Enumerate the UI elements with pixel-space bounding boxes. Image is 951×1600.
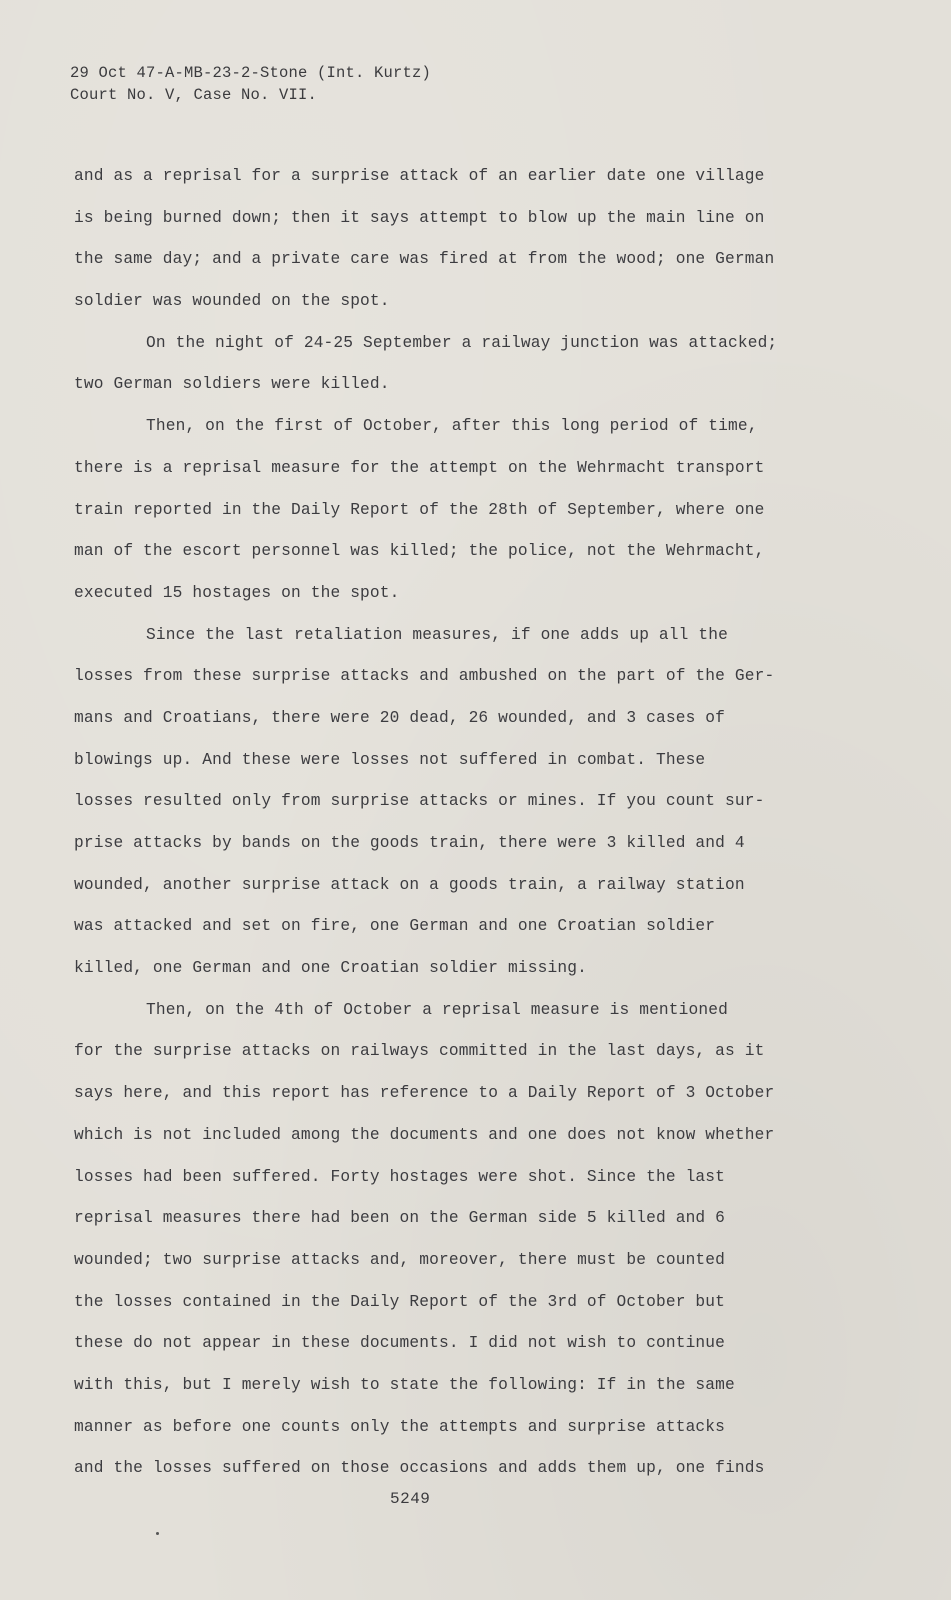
text-line: Then, on the 4th of October a reprisal measure is mentioned [146, 1000, 728, 1019]
text-line: was attacked and set on fire, one German and one Croatian soldier [74, 917, 716, 936]
document-body [74, 164, 824, 1498]
text-line: On the night of 24-25 September a railway junction was attacked; [146, 333, 778, 352]
text-line: the same day; and a private care was fired at from the wood; one German [74, 250, 775, 269]
text-line: says here, and this report has reference to a Daily Report of 3 October [74, 1084, 775, 1103]
text-line: for the surprise attacks on railways committed in the last days, as it [74, 1042, 765, 1061]
text-line: killed, one German and one Croatian soldier missing. [74, 959, 587, 978]
text-line: two German soldiers were killed. [74, 375, 390, 394]
text-line: and the losses suffered on those occasions and adds them up, one finds [74, 1459, 765, 1478]
text-line: reprisal measures there had been on the German side 5 killed and 6 [74, 1209, 726, 1228]
text-line: the losses contained in the Daily Report of the 3rd of October but [74, 1292, 726, 1311]
text-line: these do not appear in these documents. I did not wish to continue [74, 1334, 726, 1353]
text-line: soldier was wounded on the spot. [74, 292, 390, 311]
text-line: mans and Croatians, there were 20 dead, 26 wounded, and 3 cases of [74, 708, 726, 727]
paper-speck [156, 1532, 159, 1535]
header-line-2: Court No. V, Case No. VII. [70, 86, 318, 104]
text-line: is being burned down; then it says attempt to blow up the main line on [74, 208, 765, 227]
text-line: manner as before one counts only the attempts and surprise attacks [74, 1417, 726, 1436]
header-line-1: 29 Oct 47-A-MB-23-2-Stone (Int. Kurtz) [70, 64, 432, 82]
text-line: and as a reprisal for a surprise attack of an earlier date one village [74, 167, 765, 185]
text-line: with this, but I merely wish to state the following: If in the same [74, 1375, 735, 1394]
text-line: wounded, another surprise attack on a goods train, a railway station [74, 875, 745, 894]
text-line: wounded; two surprise attacks and, moreover, there must be counted [74, 1250, 726, 1269]
text-line: prise attacks by bands on the goods train, there were 3 killed and 4 [74, 834, 745, 852]
text-line: there is a reprisal measure for the attempt on the Wehrmacht transport [74, 458, 765, 477]
text-line: losses resulted only from surprise attacks or mines. If you count sur- [74, 792, 765, 811]
text-line: losses from these surprise attacks and ambushed on the part of the Ger- [74, 667, 775, 686]
page-number: 5249 [390, 1490, 431, 1508]
text-line: blowings up. And these were losses not suffered in combat. These [74, 750, 706, 769]
text-line: man of the escort personnel was killed; the police, not the Wehrmacht, [74, 542, 765, 561]
text-line: Since the last retaliation measures, if one adds up all the [146, 625, 728, 644]
document-header [70, 62, 431, 106]
text-line: losses had been suffered. Forty hostages were shot. Since the last [74, 1167, 726, 1186]
text-line: which is not included among the documents and one does not know whether [74, 1125, 775, 1144]
text-line: executed 15 hostages on the spot. [74, 583, 400, 602]
text-line: train reported in the Daily Report of the 28th of September, where one [74, 500, 765, 519]
text-line: Then, on the first of October, after this long period of time, [146, 417, 758, 436]
